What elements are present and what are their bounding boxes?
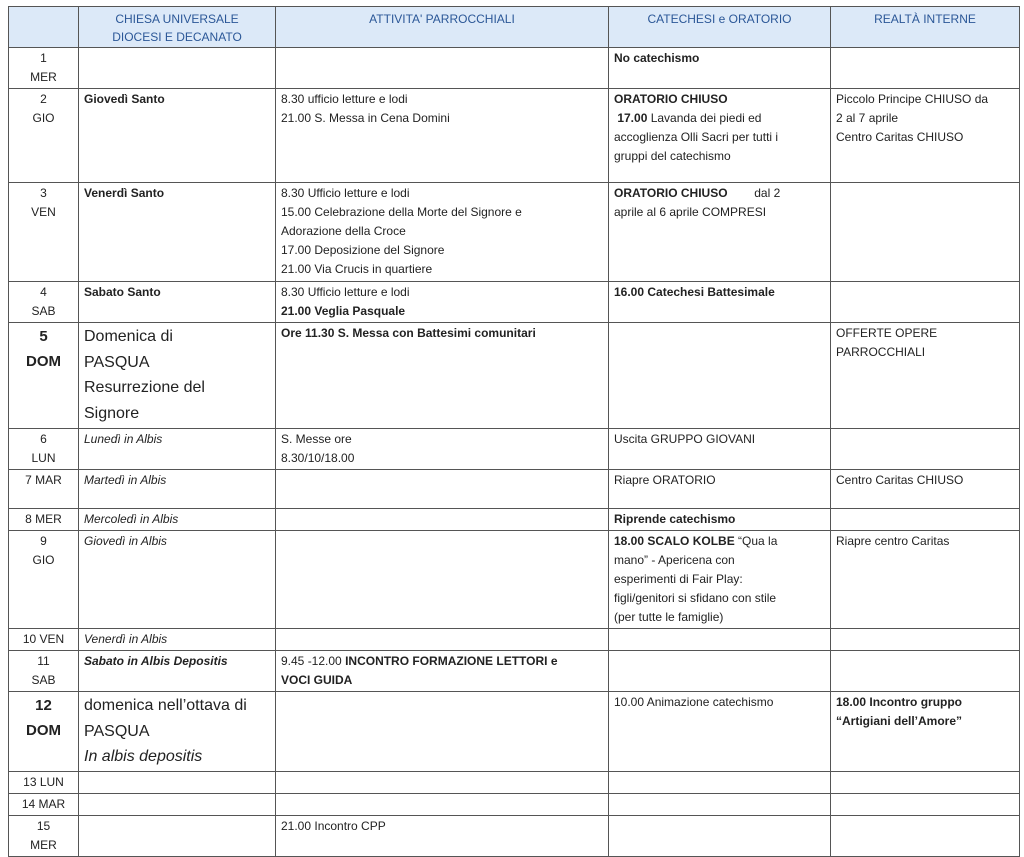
- day-label: SAB: [31, 304, 56, 318]
- cell-text: (per tutte le famiglie): [614, 610, 724, 624]
- cell-line: [281, 283, 603, 302]
- cell-line: [84, 744, 270, 770]
- cell-text: 8.30 Ufficio letture e lodi: [281, 285, 410, 299]
- cell-line: [614, 608, 825, 627]
- cell-catechesi-oratorio: [609, 692, 831, 772]
- cell-attivita-parrocchiali: [276, 815, 609, 856]
- cell-text: Riapre centro Caritas: [836, 534, 950, 548]
- cell-text: Centro Caritas CHIUSO: [836, 473, 964, 487]
- table-row: [9, 771, 1020, 793]
- cell-text: Mercoledì in Albis: [84, 512, 179, 526]
- cell-text: Piccolo Principe CHIUSO da: [836, 92, 989, 106]
- cell-day: [9, 323, 79, 429]
- cell-day: [9, 282, 79, 323]
- cell-realta-interne: [831, 282, 1020, 323]
- cell-line: [281, 652, 603, 671]
- cell-realta-interne: [831, 531, 1020, 629]
- table-row: [9, 323, 1020, 429]
- cell-line: [84, 719, 270, 745]
- day-label: 2: [40, 92, 47, 106]
- cell-text: Uscita GRUPPO GIOVANI: [614, 432, 756, 446]
- header-day: [9, 7, 79, 48]
- day-label: SAB: [31, 673, 56, 687]
- day-label: DOM: [26, 722, 61, 739]
- cell-text: 8.30 Ufficio letture e lodi: [281, 186, 410, 200]
- day-label: 8 MER: [25, 512, 62, 526]
- cell-line: [84, 693, 270, 719]
- day-label: GIO: [32, 111, 55, 125]
- cell-day: [9, 48, 79, 89]
- day-label: 6: [40, 432, 47, 446]
- cell-line: [836, 693, 1014, 712]
- cell-line: [614, 510, 825, 529]
- cell-text: Sabato in Albis Depositis: [84, 654, 228, 668]
- parish-calendar-table: [8, 6, 1020, 857]
- cell-line: [836, 532, 1014, 551]
- cell-attivita-parrocchiali: [276, 692, 609, 772]
- cell-attivita-parrocchiali: [276, 509, 609, 531]
- header-text: DIOCESI E DECANATO: [112, 30, 242, 44]
- cell-text: Sabato Santo: [84, 285, 161, 299]
- cell-realta-interne: [831, 183, 1020, 282]
- cell-line: [614, 90, 825, 109]
- cell-realta-interne: [831, 89, 1020, 183]
- cell-text: 17.00 Deposizione del Signore: [281, 243, 445, 257]
- cell-text: “Qua la: [734, 534, 778, 548]
- cell-attivita-parrocchiali: [276, 282, 609, 323]
- cell-chiesa-universale: [79, 183, 276, 282]
- cell-line: [281, 184, 603, 203]
- cell-chiesa-universale: [79, 470, 276, 509]
- cell-line: [836, 90, 1014, 109]
- cell-line: [614, 693, 825, 712]
- cell-text: Signore: [84, 404, 140, 422]
- cell-catechesi-oratorio: [609, 282, 831, 323]
- day-label: MER: [30, 70, 57, 84]
- day-label: GIO: [32, 553, 55, 567]
- day-label: MER: [30, 837, 57, 852]
- cell-text: Riprende catechismo: [614, 512, 736, 526]
- cell-catechesi-oratorio: [609, 48, 831, 89]
- day-label: 3: [40, 186, 47, 200]
- cell-line: [614, 109, 825, 128]
- cell-day: [9, 470, 79, 509]
- cell-realta-interne: [831, 793, 1020, 815]
- cell-catechesi-oratorio: [609, 629, 831, 651]
- cell-text: gruppi del catechismo: [614, 149, 731, 163]
- cell-line: [614, 532, 825, 551]
- cell-text: 21.00 Via Crucis in quartiere: [281, 262, 433, 276]
- header-text: CATECHESI e ORATORIO: [647, 12, 792, 26]
- cell-catechesi-oratorio: [609, 771, 831, 793]
- cell-line: [836, 109, 1014, 128]
- cell-line: [84, 471, 270, 490]
- cell-chiesa-universale: [79, 323, 276, 429]
- cell-text: Adorazione della Croce: [281, 224, 406, 238]
- cell-line: [614, 430, 825, 449]
- cell-line: [281, 241, 603, 260]
- cell-day: [9, 531, 79, 629]
- cell-attivita-parrocchiali: [276, 793, 609, 815]
- header-realta-interne: [831, 7, 1020, 48]
- cell-line: [84, 350, 270, 376]
- table-row: [9, 470, 1020, 509]
- cell-catechesi-oratorio: [609, 323, 831, 429]
- table-row: [9, 48, 1020, 89]
- cell-line: [614, 184, 825, 203]
- cell-text: Venerdì Santo: [84, 186, 165, 200]
- cell-text: Lunedì in Albis: [84, 432, 163, 446]
- cell-realta-interne: [831, 429, 1020, 470]
- table-row: [9, 509, 1020, 531]
- cell-chiesa-universale: [79, 771, 276, 793]
- day-label: 14 MAR: [21, 796, 66, 811]
- cell-line: [281, 222, 603, 241]
- cell-text: PARROCCHIALI: [836, 345, 926, 359]
- cell-catechesi-oratorio: [609, 531, 831, 629]
- cell-realta-interne: [831, 470, 1020, 509]
- cell-text: Resurrezione del: [84, 379, 205, 396]
- cell-day: [9, 89, 79, 183]
- cell-text: OFFERTE OPERE: [836, 326, 938, 340]
- cell-text: mano” - Apericena con: [614, 553, 735, 567]
- cell-chiesa-universale: [79, 282, 276, 323]
- cell-attivita-parrocchiali: [276, 629, 609, 651]
- header-catechesi-oratorio: [609, 7, 831, 48]
- cell-catechesi-oratorio: [609, 89, 831, 183]
- cell-line: [84, 510, 270, 529]
- cell-realta-interne: [831, 692, 1020, 772]
- day-label: 1: [40, 51, 47, 65]
- cell-attivita-parrocchiali: [276, 651, 609, 692]
- table-row: [9, 429, 1020, 470]
- table-row: [9, 815, 1020, 856]
- cell-day: [9, 815, 79, 856]
- cell-text: INCONTRO FORMAZIONE LETTORI e: [345, 654, 558, 668]
- header-text: ATTIVITA' PARROCCHIALI: [369, 12, 515, 26]
- header-text: REALTÀ INTERNE: [874, 12, 976, 26]
- day-label: 13 LUN: [23, 774, 64, 789]
- cell-line: [614, 471, 825, 490]
- cell-chiesa-universale: [79, 651, 276, 692]
- cell-attivita-parrocchiali: [276, 771, 609, 793]
- cell-day: [9, 629, 79, 651]
- header-chiesa-universale: [79, 7, 276, 48]
- cell-day: [9, 429, 79, 470]
- cell-realta-interne: [831, 48, 1020, 89]
- cell-text: Centro Caritas CHIUSO: [836, 130, 964, 144]
- cell-text: 10.00 Animazione catechismo: [614, 695, 774, 709]
- cell-text: 8.30 ufficio letture e lodi: [281, 92, 408, 106]
- cell-catechesi-oratorio: [609, 183, 831, 282]
- cell-line: [614, 203, 825, 222]
- cell-realta-interne: [831, 509, 1020, 531]
- header-attivita-parrocchiali: [276, 7, 609, 48]
- table-row: [9, 89, 1020, 183]
- cell-line: [281, 302, 603, 321]
- cell-catechesi-oratorio: [609, 793, 831, 815]
- cell-day: [9, 793, 79, 815]
- cell-attivita-parrocchiali: [276, 48, 609, 89]
- cell-text: 2 al 7 aprile: [836, 111, 899, 125]
- cell-text: Giovedì Santo: [84, 92, 165, 106]
- cell-line: [84, 375, 270, 401]
- cell-line: [84, 532, 270, 551]
- table-row: [9, 793, 1020, 815]
- cell-text: 8.30/10/18.00: [281, 451, 355, 465]
- cell-chiesa-universale: [79, 692, 276, 772]
- cell-line: [614, 128, 825, 147]
- day-label: DOM: [26, 353, 61, 370]
- cell-text: Venerdì in Albis: [84, 632, 168, 646]
- day-label: VEN: [31, 205, 56, 219]
- cell-text: accoglienza Olli Sacri per tutti i: [614, 130, 779, 144]
- cell-day: [9, 183, 79, 282]
- cell-text: Giovedì in Albis: [84, 534, 167, 548]
- cell-line: [84, 324, 270, 350]
- cell-chiesa-universale: [79, 48, 276, 89]
- day-label: 11: [37, 654, 50, 668]
- cell-chiesa-universale: [79, 793, 276, 815]
- day-label: 4: [40, 285, 47, 299]
- cell-line: [614, 283, 825, 302]
- cell-chiesa-universale: [79, 89, 276, 183]
- cell-line: [836, 128, 1014, 147]
- cell-text: 21.00 Incontro CPP: [281, 818, 386, 833]
- cell-text: 18.00 SCALO KOLBE: [614, 534, 735, 548]
- cell-attivita-parrocchiali: [276, 470, 609, 509]
- cell-catechesi-oratorio: [609, 509, 831, 531]
- cell-line: [614, 570, 825, 589]
- cell-chiesa-universale: [79, 531, 276, 629]
- cell-text: ORATORIO CHIUSO: [614, 92, 728, 106]
- cell-day: [9, 509, 79, 531]
- day-label: 9: [40, 534, 47, 548]
- cell-chiesa-universale: [79, 429, 276, 470]
- cell-text: Riapre ORATORIO: [614, 473, 716, 487]
- cell-text: Martedì in Albis: [84, 473, 167, 487]
- cell-attivita-parrocchiali: [276, 323, 609, 429]
- cell-text: aprile al 6 aprile COMPRESI: [614, 205, 767, 219]
- cell-realta-interne: [831, 771, 1020, 793]
- cell-attivita-parrocchiali: [276, 429, 609, 470]
- day-label: LUN: [31, 451, 56, 465]
- cell-text: figli/genitori si sfidano con stile: [614, 591, 777, 605]
- cell-text: ORATORIO CHIUSO: [614, 186, 728, 200]
- cell-line: [836, 471, 1014, 490]
- cell-line: [84, 401, 270, 427]
- cell-chiesa-universale: [79, 629, 276, 651]
- cell-realta-interne: [831, 815, 1020, 856]
- header-row: [9, 7, 1020, 48]
- cell-text: 15.00 Celebrazione della Morte del Signore e: [281, 205, 522, 219]
- cell-text: 21.00 S. Messa in Cena Domini: [281, 111, 450, 125]
- cell-text: 9.45 -12.00: [281, 654, 346, 668]
- cell-chiesa-universale: [79, 815, 276, 856]
- cell-line: [836, 712, 1014, 731]
- cell-line: [281, 324, 603, 343]
- cell-line: [281, 109, 603, 128]
- cell-text: 21.00 Veglia Pasquale: [281, 304, 406, 318]
- cell-text: VOCI GUIDA: [281, 673, 353, 687]
- cell-line: [281, 671, 603, 690]
- cell-line: [84, 430, 270, 449]
- cell-realta-interne: [831, 323, 1020, 429]
- cell-catechesi-oratorio: [609, 470, 831, 509]
- cell-text: “Artigiani dell’Amore”: [836, 714, 963, 728]
- table-row: [9, 531, 1020, 629]
- day-label: 10 VEN: [22, 632, 65, 646]
- cell-realta-interne: [831, 651, 1020, 692]
- cell-line: [84, 652, 270, 671]
- cell-line: [281, 260, 603, 279]
- cell-text: 18.00 Incontro gruppo: [836, 695, 963, 709]
- cell-line: [614, 49, 825, 68]
- day-label: 12: [35, 697, 52, 714]
- cell-line: [84, 184, 270, 203]
- cell-text: S. Messe ore: [281, 432, 352, 446]
- cell-line: [281, 90, 603, 109]
- cell-line: [281, 203, 603, 222]
- day-label: 7 MAR: [25, 473, 62, 487]
- table-row: [9, 629, 1020, 651]
- cell-text: dal 2: [727, 186, 781, 200]
- cell-line: [614, 147, 825, 166]
- cell-line: [84, 283, 270, 302]
- day-label: 5: [39, 328, 48, 345]
- cell-text: Domenica di: [84, 328, 173, 345]
- cell-text: 16.00 Catechesi Battesimale: [614, 285, 775, 299]
- header-text: CHIESA UNIVERSALE: [115, 12, 239, 26]
- cell-text: PASQUA: [84, 722, 150, 740]
- cell-text: No catechismo: [614, 51, 700, 65]
- table-row: [9, 692, 1020, 772]
- cell-catechesi-oratorio: [609, 429, 831, 470]
- cell-attivita-parrocchiali: [276, 183, 609, 282]
- table-row: [9, 183, 1020, 282]
- cell-attivita-parrocchiali: [276, 89, 609, 183]
- cell-text: domenica nell’ottava di: [84, 697, 247, 714]
- day-label: 15: [36, 818, 51, 833]
- cell-line: [614, 551, 825, 570]
- cell-text: Lavanda dei piedi ed: [647, 111, 762, 125]
- cell-line: [281, 430, 603, 449]
- cell-chiesa-universale: [79, 509, 276, 531]
- cell-line: [281, 449, 603, 468]
- cell-line: [836, 343, 1014, 362]
- cell-text: 17.00: [614, 111, 648, 125]
- cell-text: In albis depositis: [84, 748, 203, 765]
- table-row: [9, 651, 1020, 692]
- cell-catechesi-oratorio: [609, 651, 831, 692]
- cell-day: [9, 651, 79, 692]
- cell-text: PASQUA: [84, 353, 150, 371]
- cell-text: Ore 11.30 S. Messa con Battesimi comunitari: [281, 326, 536, 340]
- cell-line: [281, 817, 603, 836]
- cell-day: [9, 771, 79, 793]
- cell-realta-interne: [831, 629, 1020, 651]
- cell-attivita-parrocchiali: [276, 531, 609, 629]
- cell-catechesi-oratorio: [609, 815, 831, 856]
- cell-line: [614, 589, 825, 608]
- cell-line: [836, 324, 1014, 343]
- table-row: [9, 282, 1020, 323]
- cell-text: esperimenti di Fair Play:: [614, 572, 743, 586]
- cell-line: [84, 90, 270, 109]
- cell-line: [84, 630, 270, 649]
- cell-day: [9, 692, 79, 772]
